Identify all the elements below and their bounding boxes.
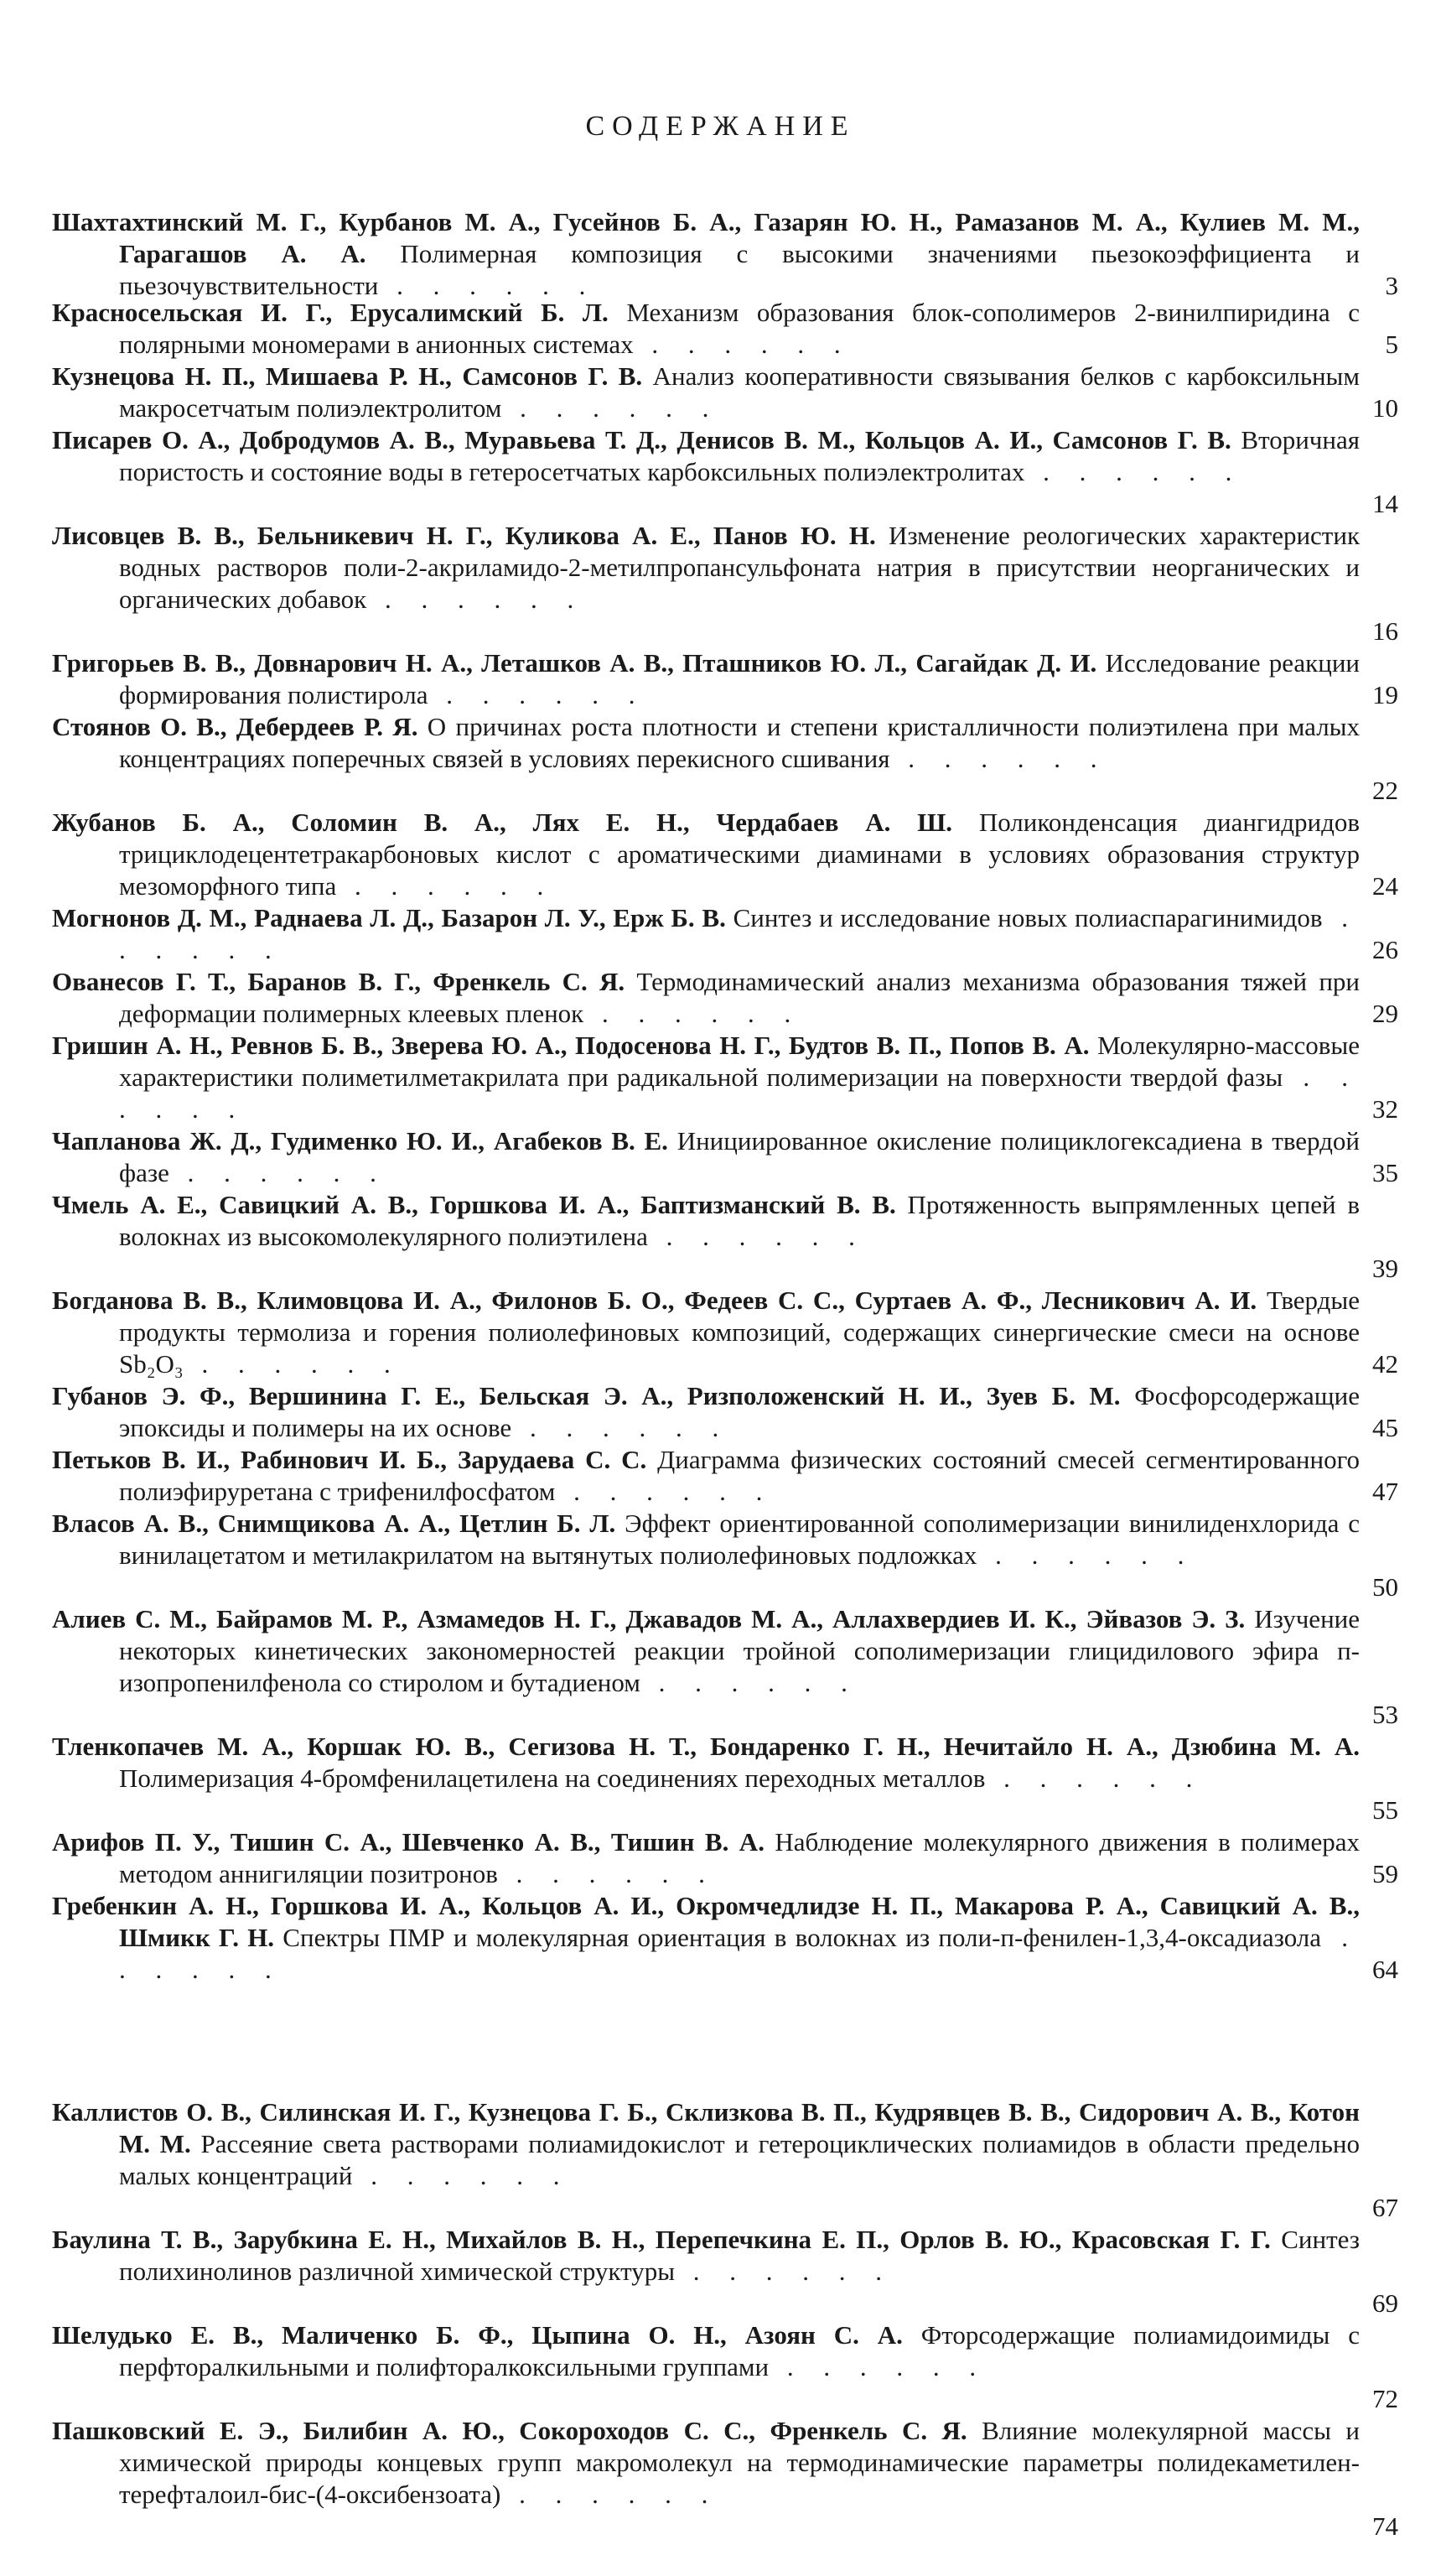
- entry-title: Эффект ориентированной сополимеризации винилиденхлорида с винилацетатом и метилакрилатом на вытянутых полиолефиновых подложках: [119, 1509, 1360, 1570]
- entry-title: Механизм образования блок-сополимеров 2-винилпиридина с полярными мономерами в анионных системах: [119, 298, 1360, 359]
- leader-dots: . . . . . .: [889, 744, 1109, 773]
- entry-authors: Гришин А. Н., Ревнов Б. В., Зверева Ю. А., Подосенова Н. Г., Будтов В. П., Попов В. А.: [52, 1031, 1090, 1060]
- toc-entry: [52, 2224, 1360, 2319]
- toc-entry: [52, 2096, 1360, 2224]
- leader-dots: . . . . . .: [501, 393, 721, 423]
- entry-page-number: 32: [1372, 1094, 1398, 1124]
- entry-title: Фторсодержащие полиамидоимиды с перфторалкильными и полифторалкоксильными группами: [119, 2320, 1360, 2381]
- entry-title: Синтез и исследование новых полиаспарагинимидов: [733, 903, 1323, 932]
- entry-page-number: 39: [1372, 1254, 1398, 1283]
- toc-entry: [52, 1189, 1360, 1285]
- entry-authors: Тленкопачев М. А., Коршак Ю. В., Сегизова Н. Т., Бондаренко Г. Н., Нечитайло Н. А., Дзюбина М. А.: [52, 1732, 1360, 1761]
- entry-title: Анализ кооперативности связывания белков с карбоксильным макросетчатым полиэлектролитом: [119, 361, 1360, 423]
- entry-page-number: 22: [1372, 776, 1398, 805]
- entry-authors: Губанов Э. Ф., Вершинина Г. Е., Бельская Э. А., Ризположенский Н. И., Зуев Б. М.: [52, 1381, 1121, 1410]
- entry-page-number: 74: [1372, 2511, 1398, 2541]
- leader-dots: . . . . . .: [378, 271, 598, 300]
- entry-title: Синтез полихинолинов различной химической структуры: [119, 2225, 1360, 2286]
- entry-page-number: 5: [1385, 330, 1398, 359]
- entry-title: Инициированное окисление полициклогексадиена в твердой фазе: [119, 1126, 1360, 1187]
- entry-title: Молекулярно-массовые характеристики полиметилметакрилата при радикальной полимеризации на поверхности твердой фазы: [119, 1031, 1360, 1092]
- entry-authors: Стоянов О. В., Дебердеев Р. Я.: [52, 712, 418, 741]
- leader-dots: . . . . . .: [428, 680, 647, 709]
- entry-page-number: 24: [1372, 871, 1398, 901]
- toc-entry: [52, 1125, 1360, 1189]
- entry-authors: Алиев С. М., Байрамов М. Р., Азмамедов Н. Г., Джавадов М. А., Аллахвердиев И. К., Эйвазов Э. З.: [52, 1604, 1246, 1633]
- entry-authors: Чапланова Ж. Д., Гудименко Ю. И., Агабеков В. Е.: [52, 1126, 668, 1156]
- toc-entry: [52, 1285, 1360, 1380]
- entry-page-number: 55: [1372, 1795, 1398, 1825]
- entry-title: Вторичная пористость и состояние воды в гетеросетчатых карбоксильных полиэлектролитах: [119, 425, 1360, 486]
- entry-page-number: 72: [1372, 2384, 1398, 2413]
- leader-dots: . . . . . .: [119, 903, 1360, 964]
- entry-title: Полимеризация 4-бромфенилацетилена на соединениях переходных металлов: [119, 1763, 986, 1793]
- toc-entry: [52, 1508, 1360, 1603]
- toc-entry: [52, 1731, 1360, 1826]
- entry-authors: Жубанов Б. А., Соломин В. А., Лях Е. Н., Чердабаев А. Ш.: [52, 808, 953, 837]
- leader-dots: . . . . . .: [497, 1859, 717, 1888]
- leader-dots: . . . . . .: [500, 2480, 720, 2509]
- toc-entry: [52, 902, 1360, 966]
- entry-authors: Петьков В. И., Рабинович И. Б., Зарудаева С. С.: [52, 1445, 647, 1474]
- entry-page-number: 29: [1372, 999, 1398, 1028]
- toc-entry: [52, 1030, 1360, 1125]
- entry-page-number: 14: [1372, 489, 1398, 518]
- leader-dots: . . . . . .: [583, 999, 803, 1028]
- toc-entry: [52, 1603, 1360, 1731]
- leader-dots: . . . . . .: [119, 1923, 1360, 1984]
- entry-title: Наблюдение молекулярного движения в полимерах методом аннигиляции позитронов: [119, 1827, 1360, 1888]
- entry-authors: Ованесов Г. Т., Баранов В. Г., Френкель С. Я.: [52, 967, 625, 996]
- entry-title: Влияние молекулярной массы и химической природы концевых групп макромолекул на термодинамические параметры полидекаметилен-терефталоил-бис-(4-оксибензоата): [119, 2416, 1360, 2509]
- leader-dots: . . . . . .: [336, 871, 556, 901]
- entry-title: Фосфорсодержащие эпоксиды и полимеры на их основе: [119, 1381, 1360, 1442]
- entry-authors: Могнонов Д. М., Раднаева Л. Д., Базарон Л. У., Ерж Б. В.: [52, 903, 726, 932]
- leader-dots: . . . . . .: [555, 1477, 775, 1506]
- toc-entry: [52, 297, 1360, 361]
- entry-title: Твердые продукты термолиза и горения полиолефиновых композиций, содержащих синергические смеси на основе Sb₂O₃: [119, 1285, 1360, 1379]
- entry-title: Поликонденсация диангидридов трициклодецентетракарбоновых кислот с ароматическими диаминами в условиях образования структур мезоморфного типа: [119, 808, 1360, 901]
- toc-entry: [52, 2319, 1360, 2415]
- entry-page-number: 10: [1372, 393, 1398, 423]
- entry-title: Исследование реакции формирования полистирола: [119, 648, 1360, 709]
- entry-page-number: 16: [1372, 616, 1398, 646]
- entry-page-number: 26: [1372, 935, 1398, 964]
- toc-entry: [52, 807, 1360, 902]
- toc-entry: [52, 966, 1360, 1030]
- entry-authors: Чмель А. Е., Савицкий А. В., Горшкова И. А., Баптизманский В. В.: [52, 1190, 896, 1219]
- leader-dots: . . . . . .: [647, 1222, 867, 1251]
- leader-dots: . . . . . .: [985, 1763, 1205, 1793]
- entry-page-number: 19: [1372, 680, 1398, 709]
- toc-entry: [52, 1380, 1360, 1444]
- entry-page-number: 53: [1372, 1700, 1398, 1729]
- leader-dots: . . . . . .: [769, 2352, 988, 2381]
- entry-page-number: 67: [1372, 2193, 1398, 2222]
- entry-authors: Григорьев В. В., Довнарович Н. А., Леташков А. В., Пташников Ю. Л., Сагайдак Д. И.: [52, 648, 1097, 678]
- entry-authors: Кузнецова Н. П., Мишаева Р. Н., Самсонов Г. В.: [52, 361, 643, 391]
- leader-dots: . . . . . .: [977, 1540, 1196, 1570]
- page-title: СОДЕРЖАНИЕ: [585, 111, 856, 142]
- toc-entry: [52, 2415, 1360, 2542]
- toc-entry: [52, 206, 1360, 302]
- toc-entry: [52, 361, 1360, 424]
- entry-page-number: 50: [1372, 1572, 1398, 1602]
- leader-dots: . . . . . .: [640, 1668, 859, 1697]
- leader-dots: . . . . . .: [352, 2161, 572, 2190]
- entry-authors: Каллистов О. В., Силинская И. Г., Кузнецова Г. Б., Склизкова В. П., Кудрявцев В. В., Сидорович А. В., Котон М. М.: [52, 2097, 1360, 2158]
- leader-dots: . . . . . .: [1024, 457, 1244, 486]
- entry-title: Протяженность выпрямленных цепей в волокнах из высокомолекулярного полиэтилена: [119, 1190, 1360, 1251]
- entry-authors: Лисовцев В. В., Бельникевич Н. Г., Куликова А. Е., Панов Ю. Н.: [52, 521, 876, 550]
- toc-entry: [52, 424, 1360, 520]
- leader-dots: . . . . . .: [366, 584, 586, 614]
- toc-entry: [52, 647, 1360, 711]
- entry-title: Изучение некоторых кинетических закономерностей реакции тройной сополимеризации глицидилового эфира п-изопропенилфенола со стиролом и бутадиеном: [119, 1604, 1360, 1697]
- entry-page-number: 45: [1372, 1413, 1398, 1442]
- entry-page-number: 69: [1372, 2288, 1398, 2318]
- entry-page-number: 35: [1372, 1158, 1398, 1187]
- entry-authors: Пашковский Е. Э., Билибин А. Ю., Сокороходов С. С., Френкель С. Я.: [52, 2416, 967, 2445]
- leader-dots: . . . . . .: [119, 1062, 1360, 1124]
- entry-title: Термодинамический анализ механизма образования тяжей при деформации полимерных клеевых пленок: [119, 967, 1360, 1028]
- entry-authors: Шахтахтинский М. Г., Курбанов М. А., Гусейнов Б. А., Газарян Ю. Н., Рамазанов М. А., Кулиев М. М., Гарагашов А. А.: [52, 207, 1360, 268]
- entry-authors: Богданова В. В., Климовцова И. А., Филонов Б. О., Федеев С. С., Суртаев А. Ф., Лесникович А. И.: [52, 1285, 1257, 1315]
- entry-authors: Арифов П. У., Тишин С. А., Шевченко А. В., Тишин В. А.: [52, 1827, 765, 1857]
- entry-title: Изменение реологических характеристик водных растворов поли-2-акриламидо-2-метилпропансульфоната натрия в присутствии неорганических и органических добавок: [119, 521, 1360, 614]
- entry-authors: Баулина Т. В., Зарубкина Е. Н., Михайлов В. Н., Перепечкина Е. П., Орлов В. Ю., Красовская Г. Г.: [52, 2225, 1271, 2254]
- entry-page-number: 47: [1372, 1477, 1398, 1506]
- leader-dots: . . . . . .: [675, 2257, 894, 2286]
- entry-page-number: 64: [1372, 1955, 1398, 1984]
- entry-authors: Власов А. В., Снимщикова А. А., Цетлин Б. Л.: [52, 1509, 616, 1538]
- entry-page-number: 3: [1385, 271, 1398, 300]
- leader-dots: . . . . . .: [183, 1349, 402, 1379]
- entry-title: Диаграмма физических состояний смесей сегментированного полиэфируретана с трифенилфосфатом: [119, 1445, 1360, 1506]
- toc-entry: [52, 1826, 1360, 1890]
- entry-title: О причинах роста плотности и степени кристалличности полиэтилена при малых концентрациях поперечных связей в условиях перекисного сшивания: [119, 712, 1360, 773]
- entry-title: Спектры ПМР и молекулярная ориентация в волокнах из поли-п-фенилен-1,3,4-оксадиазола: [282, 1923, 1322, 1952]
- entry-title: Полимерная композиция с высокими значениями пьезокоэффициента и пьезочувствительности: [119, 239, 1360, 300]
- leader-dots: . . . . . .: [511, 1413, 731, 1442]
- leader-dots: . . . . . .: [633, 330, 853, 359]
- entry-authors: Гребенкин А. Н., Горшкова И. А., Кольцов А. И., Окромчедлидзе Н. П., Макарова Р. А., Савицкий А. В., Шмикк Г. Н.: [52, 1891, 1360, 1952]
- entry-title: Рассеяние света растворами полиамидокислот и гетероциклических полиамидов в области предельно малых концентраций: [119, 2129, 1360, 2190]
- toc-entry: [52, 711, 1360, 807]
- entry-page-number: 42: [1372, 1349, 1398, 1379]
- entry-authors: Шелудько Е. В., Маличенко Б. Ф., Цыпина О. Н., Азоян С. А.: [52, 2320, 903, 2350]
- entry-authors: Писарев О. А., Добродумов А. В., Муравьева Т. Д., Денисов В. М., Кольцов А. И., Самсонов Г. В.: [52, 425, 1231, 454]
- leader-dots: . . . . . .: [168, 1158, 388, 1187]
- toc-entry: [52, 1444, 1360, 1508]
- entry-authors: Красносельская И. Г., Ерусалимский Б. Л.: [52, 298, 609, 327]
- entry-page-number: 59: [1372, 1859, 1398, 1888]
- toc-entry: [52, 1890, 1360, 1986]
- toc-entry: [52, 520, 1360, 647]
